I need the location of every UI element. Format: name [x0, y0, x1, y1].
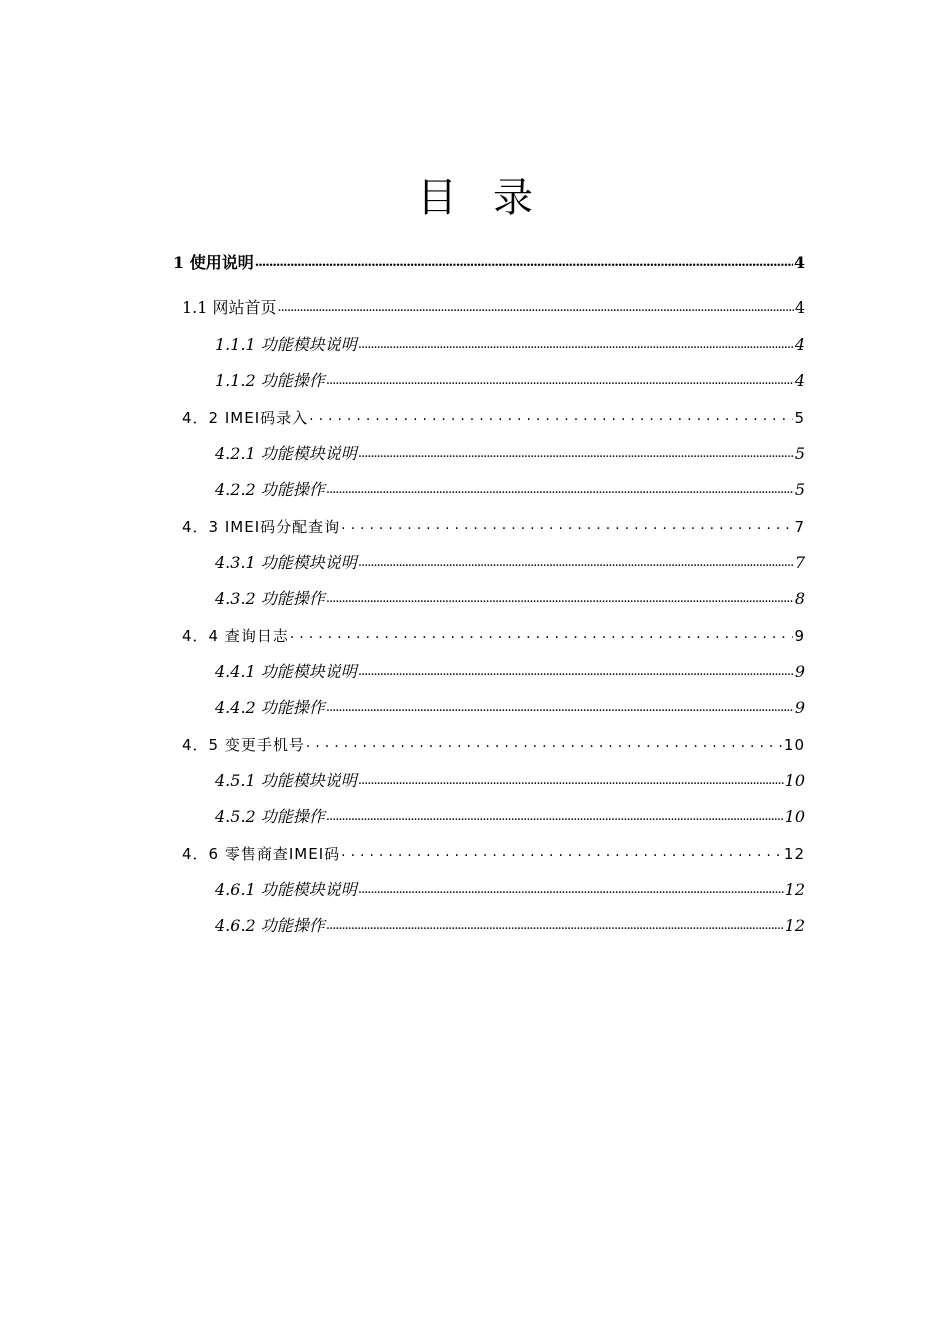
toc-entry-label: 4.6.1 功能模块说明	[215, 880, 357, 899]
toc-entry[interactable]	[173, 251, 805, 275]
toc-entry-label: 4．4 查询日志	[182, 627, 289, 645]
toc-leader-dots	[358, 769, 784, 793]
toc-entry[interactable]	[215, 660, 805, 684]
toc-entry-page: 7	[794, 518, 805, 536]
toc-entry-label: 4.3.1 功能模块说明	[215, 553, 357, 572]
toc-entry-page: 4	[794, 371, 805, 390]
toc-entry[interactable]	[215, 551, 805, 575]
toc-entry-page: 5	[794, 480, 805, 499]
toc-entry-page: 12	[783, 845, 805, 863]
toc-entry-page: 4	[794, 335, 805, 354]
toc-entry[interactable]	[182, 515, 805, 539]
toc-entry[interactable]	[215, 478, 805, 502]
toc-entry-label: 4.3.2 功能操作	[215, 589, 325, 608]
toc-entry-page: 9	[794, 698, 805, 717]
toc-entry-label: 4．5 变更手机号	[182, 736, 305, 754]
toc-entry-page: 10	[784, 807, 805, 826]
toc-entry[interactable]	[215, 696, 805, 720]
toc-leader-dots	[358, 551, 794, 575]
toc-entry-label: 4.5.2 功能操作	[215, 807, 325, 826]
toc-entry[interactable]	[182, 624, 805, 648]
toc-entry-label: 1.1.1 功能模块说明	[215, 335, 357, 354]
toc-leader-dots	[255, 251, 793, 275]
toc-leader-dots	[358, 442, 794, 466]
toc-leader-dots	[358, 660, 794, 684]
toc-entry-page: 8	[794, 589, 805, 608]
toc-entry-label: 4.2.2 功能操作	[215, 480, 325, 499]
toc-entry-page: 10	[783, 736, 805, 754]
toc-leader-dots	[326, 805, 784, 829]
toc-entry[interactable]	[215, 333, 805, 357]
page-title-char-1: 目	[417, 175, 457, 221]
toc-entry[interactable]	[215, 587, 805, 611]
toc-entry-label: 4．3 IMEI码分配查询	[182, 518, 341, 536]
toc-entry-page: 7	[794, 553, 805, 572]
toc-entry[interactable]	[215, 878, 805, 902]
toc-entry-page: 12	[784, 880, 805, 899]
toc-entry-page: 5	[794, 409, 805, 427]
toc-leader-dots	[290, 622, 794, 646]
toc-entry-label: 4.4.2 功能操作	[215, 698, 325, 717]
toc-entry[interactable]	[215, 805, 805, 829]
toc-entry-label: 4.4.1 功能模块说明	[215, 662, 357, 681]
toc-leader-dots	[358, 878, 784, 902]
toc-entry-page: 4	[793, 253, 805, 272]
toc-leader-dots	[278, 296, 794, 320]
toc-leader-dots	[306, 731, 783, 755]
toc-leader-dots	[326, 478, 794, 502]
toc-entry[interactable]	[215, 369, 805, 393]
toc-entry-label: 4.5.1 功能模块说明	[215, 771, 357, 790]
page-title-char-2: 录	[493, 175, 533, 221]
toc-entry-page: 10	[784, 771, 805, 790]
toc-entry-page: 9	[794, 662, 805, 681]
toc-entry[interactable]	[215, 914, 805, 938]
toc-entry-page: 5	[794, 444, 805, 463]
toc-entry-label: 4．2 IMEI码录入	[182, 409, 309, 427]
toc-entry[interactable]	[182, 406, 805, 430]
toc-leader-dots	[341, 513, 793, 537]
toc-leader-dots	[309, 404, 793, 428]
toc-entry-label: 1.1.2 功能操作	[215, 371, 325, 390]
toc-entry[interactable]	[182, 733, 805, 757]
toc-entry-label: 4.2.1 功能模块说明	[215, 444, 357, 463]
toc-entry-label: 4．6 零售商查IMEI码	[182, 845, 341, 863]
toc-entry-page: 4	[794, 298, 805, 317]
toc-leader-dots	[326, 696, 794, 720]
toc-leader-dots	[326, 914, 784, 938]
toc-entry[interactable]	[215, 769, 805, 793]
toc-leader-dots	[341, 840, 783, 864]
toc-entry-label: 1 使用说明	[173, 253, 254, 272]
toc-leader-dots	[326, 369, 794, 393]
toc-entry[interactable]	[182, 296, 805, 320]
toc-entry[interactable]	[182, 842, 805, 866]
toc-leader-dots	[326, 587, 794, 611]
toc-entry[interactable]	[215, 442, 805, 466]
toc-leader-dots	[358, 333, 794, 357]
toc-entry-page: 12	[784, 916, 805, 935]
toc-entry-label: 1.1 网站首页	[182, 298, 277, 317]
toc-entry-page: 9	[794, 627, 805, 645]
toc-entry-label: 4.6.2 功能操作	[215, 916, 325, 935]
